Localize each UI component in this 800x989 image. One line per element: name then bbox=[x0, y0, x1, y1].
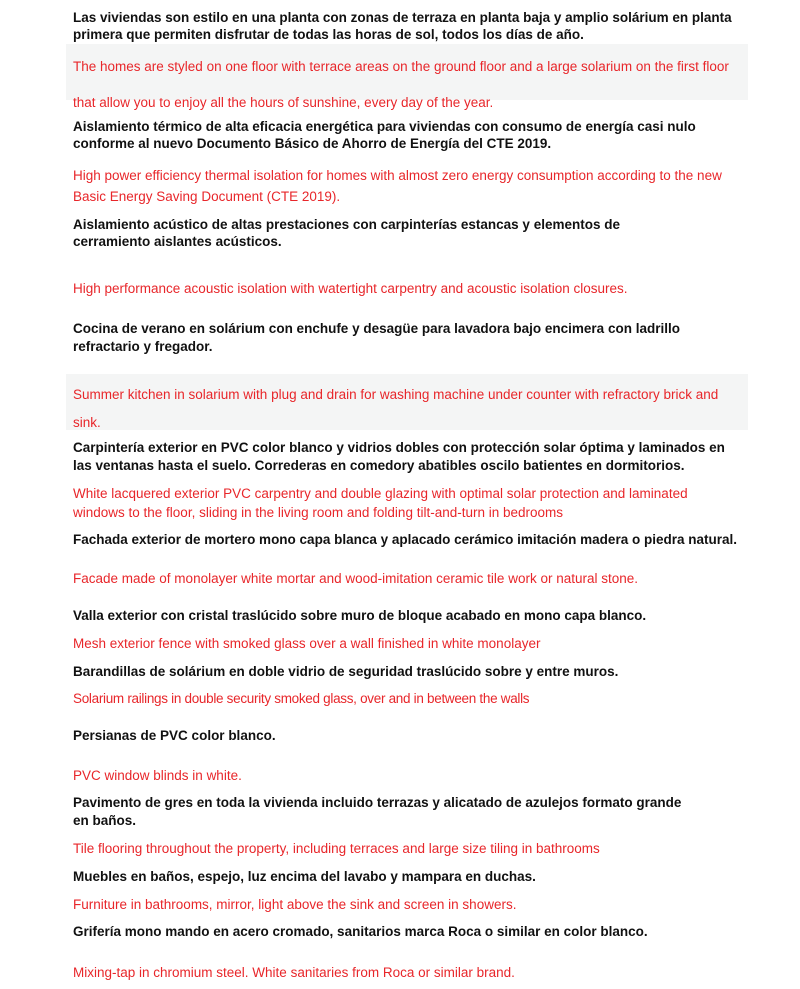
spec-en-1: The homes are styled on one floor with terrace areas on the ground floor and a large solarium on the first floor that allow you to enjoy all the hours of sunshine, every day of the year. bbox=[73, 59, 729, 110]
spec-es-2: Aislamiento térmico de alta eficacia energética para viviendas con consumo de energía casi nulo conforme al nuevo Documento Básico de Ahorro de Energía del CTE 2019. bbox=[73, 119, 696, 151]
spec-es-8: Barandillas de solárium en doble vidrio de seguridad traslúcido sobre y entre muros. bbox=[73, 664, 619, 679]
spec-en-7: Mesh exterior fence with smoked glass over a wall finished in white monolayer bbox=[73, 636, 541, 651]
spec-es-3: Aislamiento acústico de altas prestaciones con carpinterías estancas y elementos de cerramiento aislantes acústicos. bbox=[73, 217, 620, 249]
spec-es-6: Fachada exterior de mortero mono capa blanca y aplacado cerámico imitación madera o piedra natural. bbox=[73, 532, 737, 547]
spec-es-12: Grifería mono mando en acero cromado, sanitarios marca Roca o similar en color blanco. bbox=[73, 924, 648, 939]
spec-es-5: Carpintería exterior en PVC color blanco y vidrios dobles con protección solar óptima y laminados en las ventanas hasta el suelo. Correderas en comedory abatibles oscilo batientes en dormitorios. bbox=[73, 440, 725, 473]
spec-es-9: Persianas de PVC color blanco. bbox=[73, 728, 276, 743]
spec-es-11: Muebles en baños, espejo, luz encima del lavabo y mampara en duchas. bbox=[73, 869, 536, 884]
spec-es-1: Las viviendas son estilo en una planta con zonas de terraza en planta baja y amplio solárium en planta primera que permiten disfrutar de todas las horas de sol, todos los días de año. bbox=[73, 10, 732, 42]
spec-es-7: Valla exterior con cristal traslúcido sobre muro de bloque acabado en mono capa blanco. bbox=[73, 608, 647, 623]
spec-en-6: Facade made of monolayer white mortar and wood-imitation ceramic tile work or natural stone. bbox=[73, 571, 639, 586]
spec-en-9: PVC window blinds in white. bbox=[73, 768, 242, 783]
spec-en-4: Summer kitchen in solarium with plug and drain for washing machine under counter with refractory brick and sink. bbox=[73, 387, 719, 430]
spec-en-2: High power efficiency thermal isolation for homes with almost zero energy consumption according to the new Basic Energy Saving Document (CTE 2019). bbox=[73, 168, 722, 204]
spec-es-4: Cocina de verano en solárium con enchufe y desagüe para lavadora bajo encimera con ladrillo refractario y fregador. bbox=[73, 321, 680, 354]
spec-en-11: Furniture in bathrooms, mirror, light above the sink and screen in showers. bbox=[73, 897, 517, 912]
spec-en-12: Mixing-tap in chromium steel. White sanitaries from Roca or similar brand. bbox=[73, 965, 515, 980]
spec-es-10: Pavimento de gres en toda la vivienda incluido terrazas y alicatado de azulejos formato grande en baños. bbox=[73, 795, 682, 828]
spec-en-8: Solarium railings in double security smoked glass, over and in between the walls bbox=[73, 691, 530, 706]
spec-en-5: White lacquered exterior PVC carpentry and double glazing with optimal solar protection and laminated windows to the floor, sliding in the living room and folding tilt-and-turn in bedrooms bbox=[73, 486, 688, 520]
spec-en-10: Tile flooring throughout the property, including terraces and large size tiling in bathrooms bbox=[73, 841, 600, 856]
spec-en-3: High performance acoustic isolation with watertight carpentry and acoustic isolation closures. bbox=[73, 281, 628, 296]
